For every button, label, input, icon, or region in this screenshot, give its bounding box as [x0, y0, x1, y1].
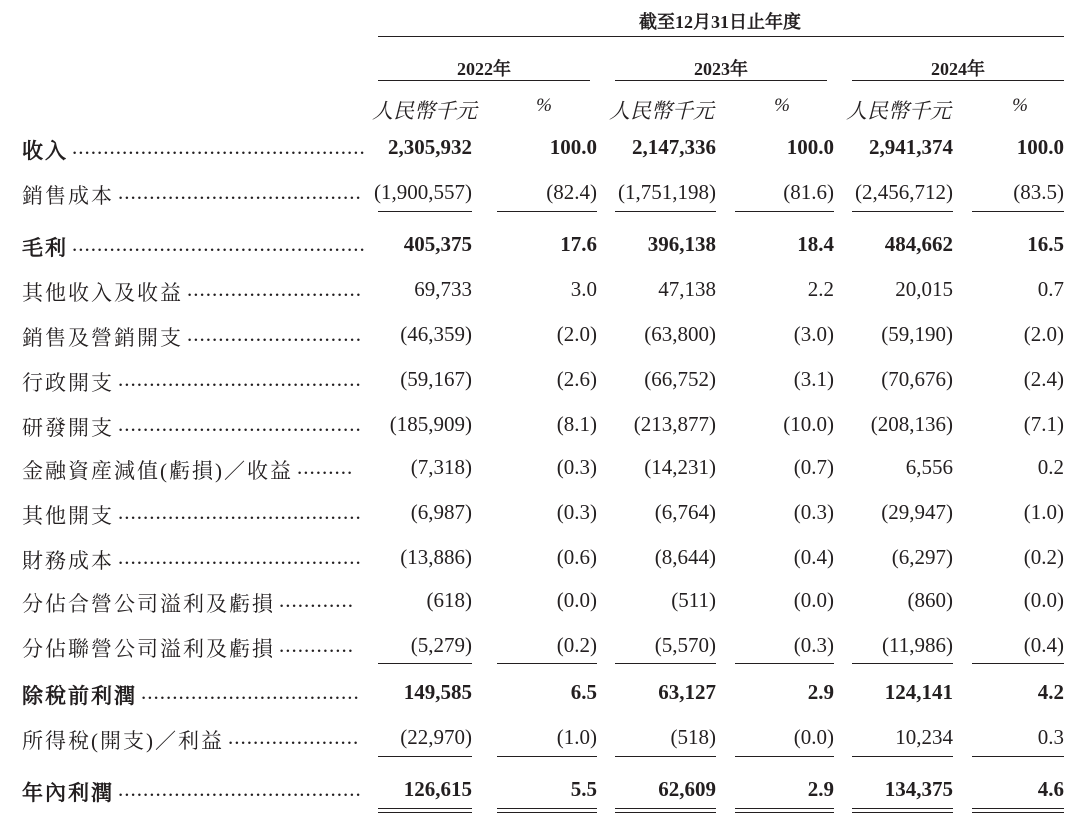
amount-cell: (11,986) [882, 633, 953, 657]
amount-cell: (208,136) [870, 412, 953, 436]
subtotal-rule [497, 211, 597, 212]
percent-cell: (0.0) [556, 588, 597, 612]
year-rule-2024 [852, 80, 1064, 81]
total-double-rule [972, 808, 1064, 813]
row-label: 研發開支 [22, 416, 114, 440]
amount-cell: (5,279) [410, 633, 472, 657]
percent-cell: (2.0) [556, 322, 597, 346]
subtotal-rule [497, 663, 597, 664]
percent-cell: 5.5 [570, 777, 597, 801]
amount-cell: (213,877) [633, 412, 716, 436]
leader-dots: ....................................... [118, 367, 362, 391]
amount-cell: 10,234 [895, 725, 953, 749]
percent-cell: (10.0) [783, 412, 834, 436]
subtotal-rule [972, 756, 1064, 757]
row-label: 銷售成本 [22, 184, 114, 208]
pct-header-2022: % [536, 95, 552, 116]
unit-header-2023: 人民幣千元 [609, 99, 714, 123]
percent-cell: 0.2 [1037, 455, 1064, 479]
leader-dots: ......... [297, 455, 354, 479]
unit-header-2024: 人民幣千元 [846, 99, 951, 123]
leader-dots: ............................ [187, 277, 362, 301]
amount-cell: 405,375 [403, 232, 472, 256]
amount-cell: 484,662 [884, 232, 953, 256]
leader-dots: ............................................... [72, 232, 366, 256]
row-label: 其他開支 [22, 504, 114, 528]
amount-cell: 20,015 [895, 277, 953, 301]
percent-cell: 6.5 [570, 680, 597, 704]
amount-cell: 6,556 [905, 455, 953, 479]
row-label: 分佔聯營公司溢利及虧損 [22, 637, 275, 661]
row-label: 年內利潤 [22, 781, 114, 805]
subtotal-rule [378, 756, 472, 757]
subtotal-rule [378, 663, 472, 664]
row-label: 收入 [22, 139, 68, 163]
percent-cell: (83.5) [1013, 180, 1064, 204]
total-double-rule [378, 808, 472, 813]
row-label: 除稅前利潤 [22, 684, 137, 708]
leader-dots: ............ [279, 588, 354, 612]
header-rule [378, 36, 1064, 37]
percent-cell: (0.2) [556, 633, 597, 657]
amount-cell: (14,231) [644, 455, 716, 479]
subtotal-rule [735, 663, 834, 664]
percent-cell: (0.3) [556, 455, 597, 479]
amount-cell: (29,947) [881, 500, 953, 524]
leader-dots: ............ [279, 633, 354, 657]
amount-cell: 47,138 [658, 277, 716, 301]
percent-cell: 0.3 [1037, 725, 1064, 749]
leader-dots: ....................................... [118, 500, 362, 524]
amount-cell: (6,987) [410, 500, 472, 524]
amount-cell: (518) [670, 725, 716, 749]
amount-cell: 126,615 [403, 777, 472, 801]
percent-cell: (81.6) [783, 180, 834, 204]
amount-cell: 2,305,932 [388, 135, 472, 159]
percent-cell: (0.3) [793, 633, 834, 657]
percent-cell: 18.4 [797, 232, 834, 256]
amount-cell: (70,676) [881, 367, 953, 391]
percent-cell: (0.7) [793, 455, 834, 479]
percent-cell: (82.4) [546, 180, 597, 204]
year-2024: 2024年 [931, 59, 985, 79]
total-double-rule [497, 808, 597, 813]
leader-dots: ....................................... [118, 412, 362, 436]
subtotal-rule [497, 756, 597, 757]
amount-cell: (5,570) [654, 633, 716, 657]
leader-dots: ................................... [141, 680, 360, 704]
percent-cell: (1.0) [1023, 500, 1064, 524]
subtotal-rule [615, 663, 716, 664]
percent-cell: 100.0 [786, 135, 834, 159]
amount-cell: 134,375 [884, 777, 953, 801]
subtotal-rule [852, 211, 953, 212]
percent-cell: 100.0 [1016, 135, 1064, 159]
amount-cell: (1,751,198) [618, 180, 716, 204]
amount-cell: (511) [671, 588, 716, 612]
amount-cell: (22,970) [400, 725, 472, 749]
percent-cell: (0.0) [1023, 588, 1064, 612]
amount-cell: (860) [907, 588, 953, 612]
unit-header-2022: 人民幣千元 [372, 99, 477, 123]
subtotal-rule [615, 756, 716, 757]
percent-cell: (0.0) [793, 588, 834, 612]
percent-cell: (2.4) [1023, 367, 1064, 391]
percent-cell: 4.6 [1037, 777, 1064, 801]
total-double-rule [615, 808, 716, 813]
percent-cell: (1.0) [556, 725, 597, 749]
row-label: 金融資産減值(虧損)／收益 [22, 459, 293, 483]
total-double-rule [735, 808, 834, 813]
subtotal-rule [615, 211, 716, 212]
amount-cell: (618) [426, 588, 472, 612]
subtotal-rule [972, 663, 1064, 664]
leader-dots: ............................ [187, 322, 362, 346]
amount-cell: (185,909) [389, 412, 472, 436]
amount-cell: (1,900,557) [374, 180, 472, 204]
subtotal-rule [972, 211, 1064, 212]
percent-cell: (0.0) [793, 725, 834, 749]
amount-cell: (46,359) [400, 322, 472, 346]
year-2023: 2023年 [694, 59, 748, 79]
percent-cell: 100.0 [549, 135, 597, 159]
amount-cell: (66,752) [644, 367, 716, 391]
row-label: 銷售及營銷開支 [22, 326, 183, 350]
header-title: 截至12月31日止年度 [639, 12, 801, 32]
amount-cell: 2,147,336 [632, 135, 716, 159]
percent-cell: 2.9 [807, 777, 834, 801]
percent-cell: 4.2 [1037, 680, 1064, 704]
amount-cell: 149,585 [403, 680, 472, 704]
year-rule-2022 [378, 80, 590, 81]
leader-dots: ....................................... [118, 180, 362, 204]
subtotal-rule [735, 756, 834, 757]
percent-cell: (7.1) [1023, 412, 1064, 436]
row-label: 所得稅(開支)／利益 [22, 729, 224, 753]
percent-cell: (0.6) [556, 545, 597, 569]
leader-dots: ..................... [228, 725, 360, 749]
amount-cell: (7,318) [410, 455, 472, 479]
amount-cell: (6,297) [891, 545, 953, 569]
percent-cell: (2.6) [556, 367, 597, 391]
pct-header-2024: % [1012, 95, 1028, 116]
leader-dots: ....................................... [118, 777, 362, 801]
row-label: 行政開支 [22, 371, 114, 395]
percent-cell: (0.2) [1023, 545, 1064, 569]
amount-cell: 2,941,374 [869, 135, 953, 159]
amount-cell: (8,644) [654, 545, 716, 569]
total-double-rule [852, 808, 953, 813]
amount-cell: (63,800) [644, 322, 716, 346]
percent-cell: (3.0) [793, 322, 834, 346]
percent-cell: 2.2 [807, 277, 834, 301]
amount-cell: 396,138 [647, 232, 716, 256]
amount-cell: (6,764) [654, 500, 716, 524]
subtotal-rule [735, 211, 834, 212]
amount-cell: 62,609 [658, 777, 716, 801]
percent-cell: 0.7 [1037, 277, 1064, 301]
percent-cell: 16.5 [1027, 232, 1064, 256]
year-2022: 2022年 [457, 59, 511, 79]
amount-cell: 124,141 [884, 680, 953, 704]
percent-cell: 2.9 [807, 680, 834, 704]
amount-cell: (59,190) [881, 322, 953, 346]
amount-cell: (59,167) [400, 367, 472, 391]
subtotal-rule [852, 756, 953, 757]
amount-cell: 69,733 [414, 277, 472, 301]
percent-cell: (2.0) [1023, 322, 1064, 346]
year-rule-2023 [615, 80, 827, 81]
row-label: 財務成本 [22, 549, 114, 573]
percent-cell: 17.6 [560, 232, 597, 256]
amount-cell: (13,886) [400, 545, 472, 569]
percent-cell: (0.3) [793, 500, 834, 524]
percent-cell: 3.0 [570, 277, 597, 301]
leader-dots: ............................................... [72, 135, 366, 159]
subtotal-rule [378, 211, 472, 212]
percent-cell: (3.1) [793, 367, 834, 391]
row-label: 分佔合營公司溢利及虧損 [22, 592, 275, 616]
percent-cell: (0.4) [793, 545, 834, 569]
row-label: 其他收入及收益 [22, 281, 183, 305]
row-label: 毛利 [22, 236, 68, 260]
subtotal-rule [852, 663, 953, 664]
percent-cell: (0.3) [556, 500, 597, 524]
amount-cell: 63,127 [658, 680, 716, 704]
percent-cell: (0.4) [1023, 633, 1064, 657]
leader-dots: ....................................... [118, 545, 362, 569]
percent-cell: (8.1) [556, 412, 597, 436]
amount-cell: (2,456,712) [855, 180, 953, 204]
pct-header-2023: % [774, 95, 790, 116]
